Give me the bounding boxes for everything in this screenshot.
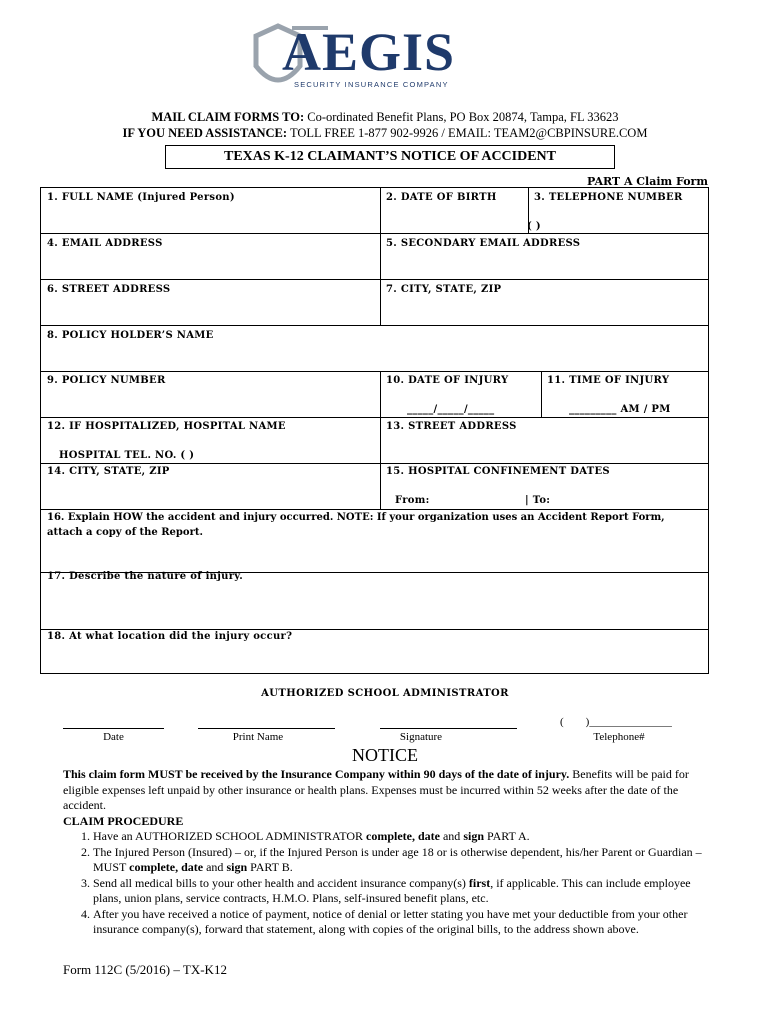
assist-contact: TOLL FREE 1-877 902-9926 / EMAIL: TEAM2@CBPINSURE.COM [289,126,648,140]
city-state-zip-field[interactable]: 7. CITY, STATE, ZIP [386,284,502,295]
admin-name-line[interactable] [198,728,335,729]
date-of-injury-blanks: _____/_____/_____ [407,404,495,415]
email-field[interactable]: 4. EMAIL ADDRESS [47,238,163,249]
injury-nature-field[interactable]: 17. Describe the nature of injury. [47,571,244,582]
list-item: 1. Have an AUTHORIZED SCHOOL ADMINISTRATOR complete, date and sign PART A. [93,829,711,845]
admin-section-title: AUTHORIZED SCHOOL ADMINISTRATOR [261,688,509,699]
confinement-dates-field[interactable]: 15. HOSPITAL CONFINEMENT DATES [386,466,610,477]
part-a-form [40,187,709,674]
mail-to-line [0,110,770,125]
injury-location-field[interactable]: 18. At what location did the injury occur? [47,631,293,642]
list-item: 4. After you have received a notice of payment, notice of denial or letter stating you have met your deductible from your other insurance company(s), forward that statement, along with copies of the original bills, to the address shown above. [93,907,711,938]
admin-signature-line[interactable] [380,728,517,729]
list-item: 2. The Injured Person (Insured) – or, if the Injured Person is under age 18 or is otherwise dependent, his/her Parent or Guardian – MUST complete, date and sign PART B. [93,845,711,876]
telephone-area-code: ( ) [527,221,541,232]
full-name-field[interactable]: 1. FULL NAME (Injured Person) [47,192,235,203]
admin-phone-line[interactable]: ( )_______________ [560,716,672,728]
logo-name: AEGIS [282,22,456,82]
notice-body [63,767,711,938]
accident-explanation-field[interactable]: 16. Explain HOW the accident and injury occurred. NOTE: If your organization uses an Accident Report Form, attach a copy of the Report. [47,512,665,538]
admin-signature-label: Signature [399,731,443,743]
notice-deadline: This claim form MUST be received by the Insurance Company within 90 days of the date of injury. [63,767,570,781]
hospital-city-state-zip-field[interactable]: 14. CITY, STATE, ZIP [47,466,170,477]
company-logo [248,20,480,98]
claim-procedure-list [63,829,711,938]
admin-date-label: Date [103,731,124,743]
admin-telephone-label: Telephone# [593,731,645,743]
time-of-injury-blanks: _________ AM / PM [569,404,671,415]
notice-heading: NOTICE [352,745,418,765]
notice-paragraph [63,767,711,814]
hospital-tel-field[interactable]: HOSPITAL TEL. NO. ( ) [59,450,195,461]
mail-label: MAIL CLAIM FORMS TO: [151,110,305,124]
confinement-from[interactable]: From: [395,495,430,506]
time-of-injury-field[interactable]: 11. TIME OF INJURY [547,375,670,386]
logo-tagline: SECURITY INSURANCE COMPANY [294,80,449,89]
notice-benefits-text: Benefits will be paid for eligible expenses left unpaid by other insurance or health plans. Expenses must be incurred within 52 weeks after the date of the accident. [63,767,689,812]
hospital-name-field[interactable]: 12. IF HOSPITALIZED, HOSPITAL NAME [47,421,286,432]
claim-procedure-heading: CLAIM PROCEDURE [63,813,184,828]
street-address-field[interactable]: 6. STREET ADDRESS [47,284,171,295]
telephone-field[interactable]: 3. TELEPHONE NUMBER [534,192,683,203]
list-item: 3. Send all medical bills to your other health and accident insurance company(s) first, if applicable. This can include employee plans, union plans, service contracts, H.M.O. Plans, self-insured benefit plans, etc. [93,876,711,907]
part-a-label: PART A Claim Form [586,175,708,188]
assistance-line [0,126,770,141]
mail-address: Co-ordinated Benefit Plans, PO Box 20874, Tampa, FL 33623 [307,110,619,124]
admin-date-line[interactable] [63,728,164,729]
assist-label: IF YOU NEED ASSISTANCE: [122,126,288,140]
hospital-street-field[interactable]: 13. STREET ADDRESS [386,421,517,432]
date-of-injury-field[interactable]: 10. DATE OF INJURY [386,375,509,386]
policy-holder-name-field[interactable]: 8. POLICY HOLDER’S NAME [47,330,214,341]
policy-number-field[interactable]: 9. POLICY NUMBER [47,375,166,386]
date-of-birth-field[interactable]: 2. DATE OF BIRTH [386,192,497,203]
admin-print-name-label: Print Name [232,731,284,743]
form-title: TEXAS K-12 CLAIMANT’S NOTICE OF ACCIDENT [165,145,615,169]
secondary-email-field[interactable]: 5. SECONDARY EMAIL ADDRESS [386,238,581,249]
confinement-to[interactable]: | To: [525,495,551,506]
form-number-footer: Form 112C (5/2016) – TX-K12 [63,962,227,977]
